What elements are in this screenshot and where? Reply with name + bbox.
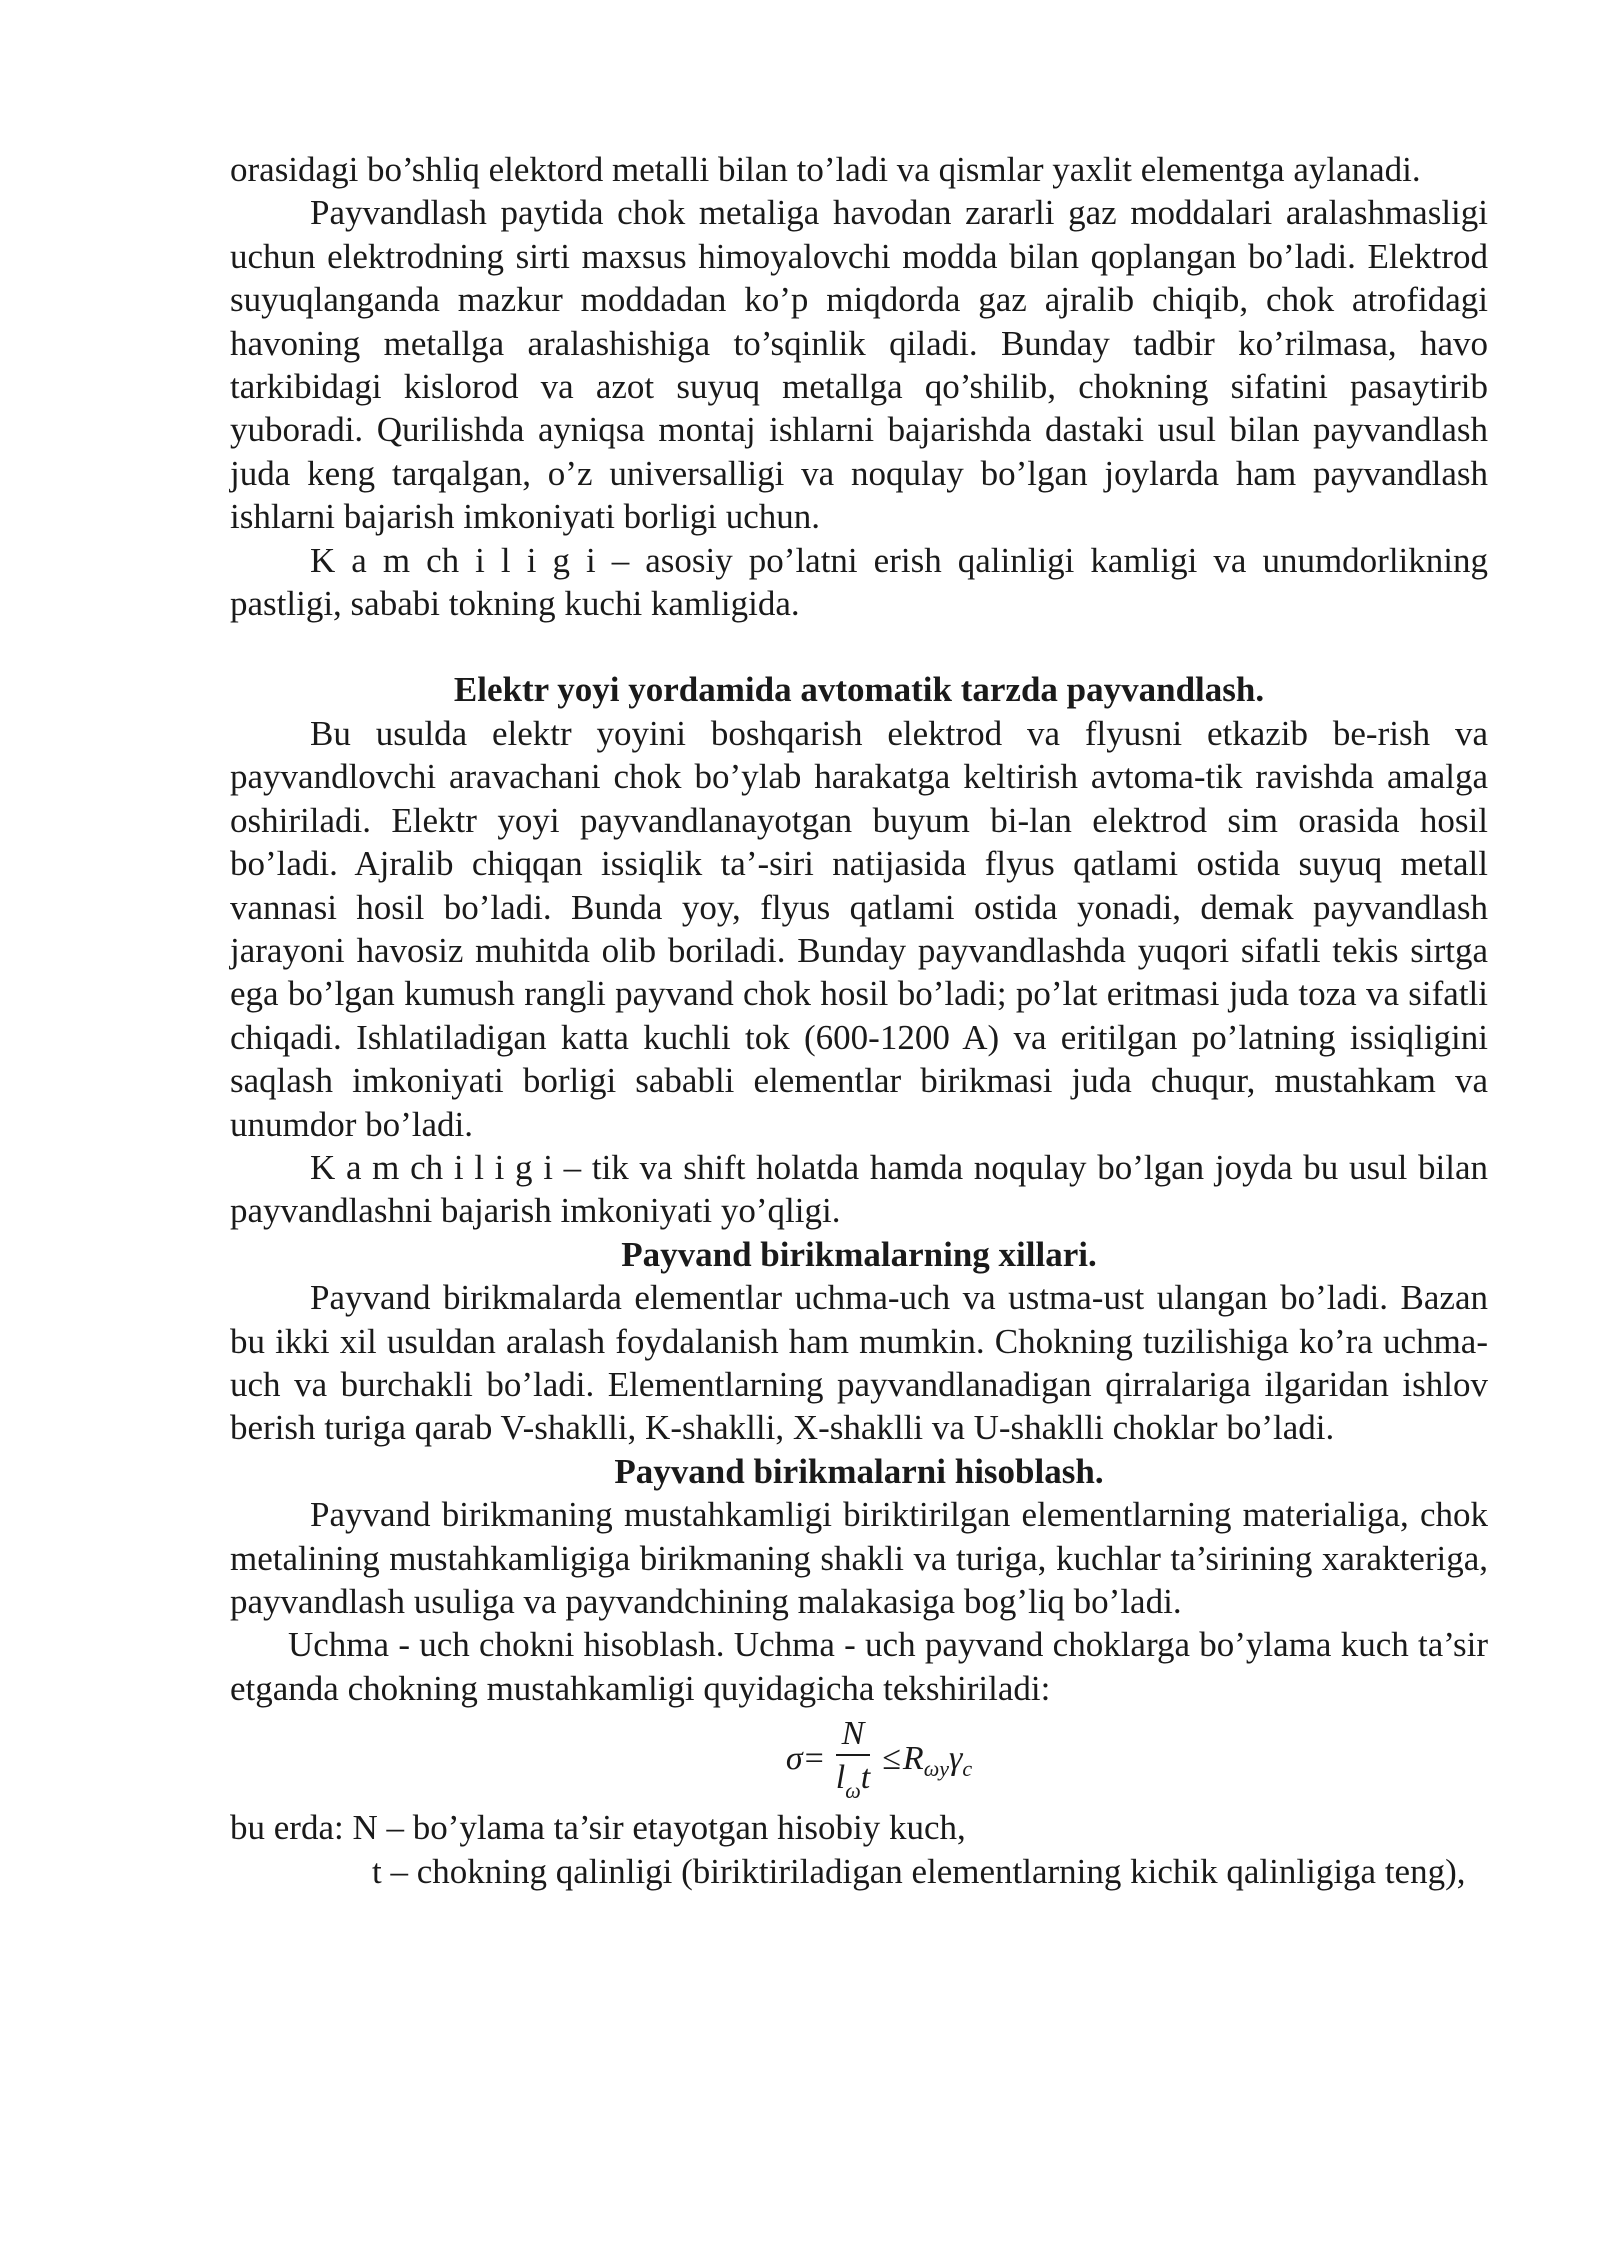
formula-sigma: σ [785,1739,803,1777]
paragraph-1: orasidagi bo’shliq elektord metalli bilan to’ladi va qismlar yaxlit elementga aylanadi. [230,150,1421,189]
paragraph-9: bu erda: N – bo’ylama ta’sir etayotgan hisobiy kuch, [230,1808,966,1848]
formula-omega-sub: ω [845,1777,861,1803]
paragraph-3 [230,539,1488,626]
section-heading-2: Payvand birikmalarning xillari. [621,1234,1097,1274]
formula-equals: = [804,1739,824,1777]
formula-fraction [830,1714,876,1803]
section-heading-3: Payvand birikmalarni hisoblash. [614,1451,1104,1491]
paragraph-5-text: – tik va shift holatda hamda noqulay bo’lgan joyda bu usul bilan payvandlashni bajarish imkoniyati yo’qligi. [230,1147,1488,1231]
formula-gamma-sub: c [962,1755,973,1781]
formula-leq: ≤ [882,1739,901,1777]
formula-denominator [830,1756,876,1803]
section-heading-1: Elektr yoyi yordamida avtomatik tarzda payvandlash. [453,670,1265,710]
formula-r-sub: ωy [923,1755,949,1781]
paragraph-7: Payvand birikmaning mustahkamligi biriktirilgan elementlarning materialiga, chok metalining mustahkamligiga birikmaning shakli va turiga, kuchlar ta’sirining xarakteriga, payvandlash usuliga va payvandchining malakasiga bog’liq bo’ladi. [230,1495,1488,1621]
spaced-term: K a m ch i l i g i [310,1147,553,1187]
spaced-term: K a m ch i l i g i [310,540,596,580]
formula-l: l [835,1758,846,1796]
formula-r: R [902,1739,924,1777]
document-page [230,148,1488,1893]
paragraph-4: Bu usulda elektr yoyini boshqarish elektrod va flyusni etkazib be-rish va payvandlovchi aravachani chok bo’ylab harakatga keltirish avtoma-tik ravishda amalga oshiriladi. Elektr yoyi payvandlanayotgan buyum bi-lan elektrod sim orasida hosil bo’ladi. Ajralib chiqqan issiqlik ta’-siri natijasida flyus qatlami ostida suyuq metall vannasi hosil bo’ladi. Bunda yoy, flyus qatlami ostida yonadi, demak payvandlash jarayoni havosiz muhitda olib boriladi. Bunday payvandlashda yuqori sifatli tekis sirtga ega bo’lgan kumush rangli payvand chok hosil bo’ladi; po’lat eritmasi juda toza va sifatli chiqadi. Ishlatiladigan katta kuchli tok (600-1200 A) va eritilgan po’latning issiqligini saqlash imkoniyati borligi sababli elementlar birikmasi juda chuqur, mustahkam va unumdor bo’ladi. [230,713,1488,1144]
paragraph-5 [230,1146,1488,1233]
formula-gamma: γ [949,1739,963,1777]
strength-formula [230,1710,1488,1806]
paragraph-10: t – chokning qalinligi (biriktiriladigan elementlarning kichik qalinligiga teng), [372,1851,1466,1891]
paragraph-6: Payvand birikmalarda elementlar uchma-uch va ustma-ust ulangan bo’ladi. Bazan bu ikki xil usuldan aralash foydalanish ham mumkin. Chokning tuzilishiga ko’ra uchma-uch va burchakli bo’ladi. Elementlarning payvandlanadigan qirralariga ilgaridan ishlov berish turiga qarab V-shaklli, K-shaklli, X-shaklli va U-shaklli choklar bo’ladi. [230,1278,1488,1448]
formula-t: t [860,1758,871,1796]
paragraph-3-text: – asosiy po’latni erish qalinligi kamligi va unumdorlikning pastligi, sababi tokning kuchi kamligida. [230,540,1488,624]
formula-numerator: N [836,1714,871,1756]
paragraph-2: Payvandlash paytida chok metaliga havodan zararli gaz moddalari aralashmasligi uchun elektrodning sirti maxsus himoyalovchi modda bilan qoplangan bo’ladi. Elektrod suyuqlanganda mazkur moddadan ko’p miqdorda gaz ajralib chiqib, chok atrofidagi havoning metallga aralashishiga to’sqinlik qiladi. Bunday tadbir ko’rilmasa, havo tarkibidagi kislorod va azot suyuq metallga qo’shilib, chokning sifatini pasaytirib yuboradi. Qurilishda ayniqsa montaj ishlarni bajarishda dastaki usul bilan payvandlash juda keng tarqalgan, o’z universalligi va noqulay bo’lgan joylarda ham payvandlash ishlarni bajarish imkoniyati borligi uchun. [230,193,1488,537]
paragraph-8: Uchma - uch chokni hisoblash. Uchma - uch payvand choklarga bo’ylama kuch ta’sir etganda chokning mustahkamligi quyidagicha tekshiriladi: [230,1625,1488,1708]
